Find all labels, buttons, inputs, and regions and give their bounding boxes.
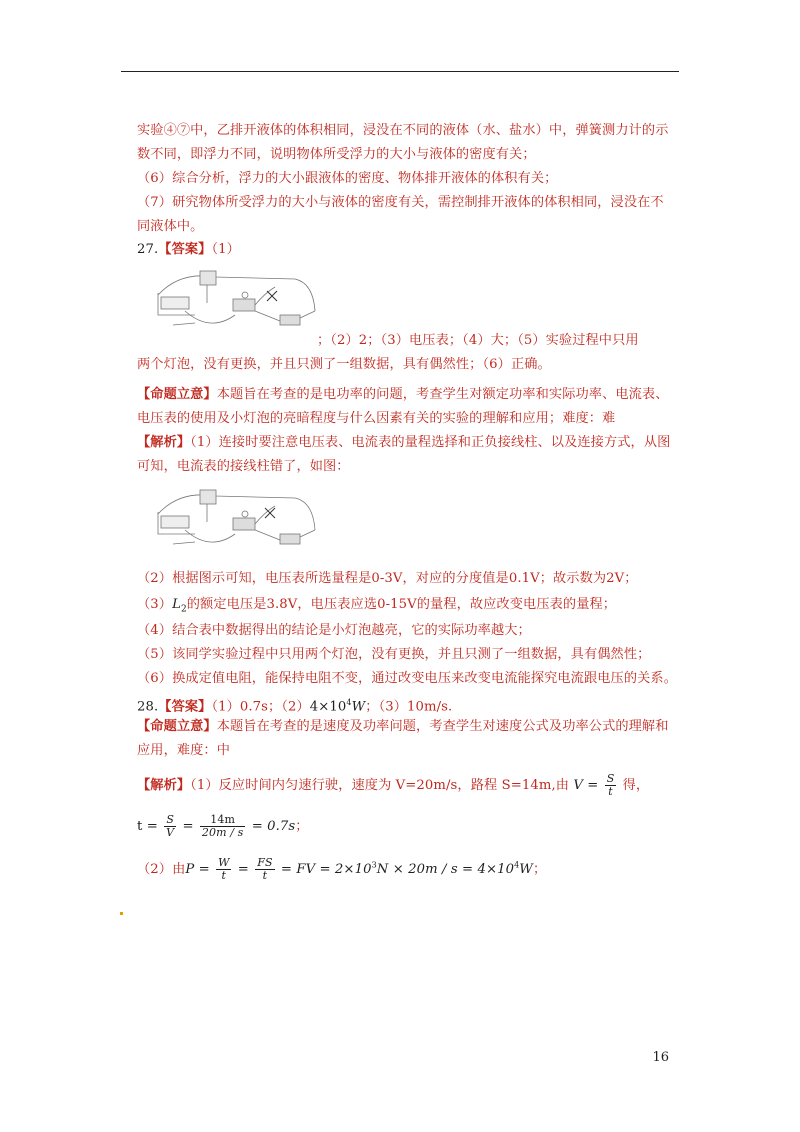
equals: = [233,862,254,877]
analysis-line [137,435,670,451]
text-line: 同液体中。 [137,219,204,234]
equals: = [582,778,603,793]
text: （1）连接时要注意电压表、电流表的量程选择和正负接线柱、以及连接方式，从图 [190,435,671,450]
text-line: 实验④⑦中，乙排开液体的体积相同，浸没在不同的液体（水、盐水）中，弹簧测力计的示 [137,123,669,138]
text-line: （2）根据图示可知，电压表所选量程是0-3V，对应的分度值是0.1V；故示数为2V； [137,571,638,586]
text-line: 数不同，即浮力不同，说明物体所受浮力的大小与液体的密度有关； [137,147,536,162]
unit: W [519,862,533,877]
fraction-w-over-t [216,857,231,882]
text: （3） [137,597,173,612]
page-number: 16 [652,1050,669,1065]
equals: = [194,862,215,877]
circuit-figure-answer [155,263,320,335]
superscript: 4 [514,860,520,870]
result: = 0.7s [247,819,296,834]
header-rule [121,71,679,72]
text-line: 可知，电流表的接线柱错了，如图： [137,459,350,474]
numerator: W [218,856,230,869]
stray-mark [120,912,123,915]
text-line: 应用，难度：中 [137,743,231,758]
text-line: ；（2）2；（3）电压表；（4）大；（5）实验过程中只用 [317,333,639,348]
numerator: S [606,772,615,785]
text: 本题旨在考查的是速度及功率问题，考查学生对速度公式及功率公式的理解和 [216,719,669,734]
superscript: 4 [346,698,352,707]
formula-time [137,814,309,839]
fraction-s-over-v [164,814,176,839]
denominator: t [608,785,613,798]
text: （1） [211,242,240,257]
fraction-fs-over-t [255,857,274,882]
answer-27-line [137,242,240,258]
intent-tag: 【命题立意】 [137,719,217,734]
text: ；（3）10m/s. [365,699,453,715]
equals: = [178,819,198,834]
text-line: （6）换成定值电阻，能保持电阻不变，通过改变电压来改变电流能探究电流跟电压的关系。 [137,671,677,686]
denominator: t [262,869,268,882]
text: 的额定电压是3.8V，电压表应选0-15V的量程，故应改变电压表的量程； [186,597,617,612]
analysis-tag: 【解析】 [137,435,191,450]
analysis-tag: 【解析】 [137,778,191,793]
answer-tag: 【答案】 [158,242,212,257]
text-line: （6）综合分析，浮力的大小跟液体的密度、物体排开液体的体积有关； [137,171,558,186]
intent-tag: 【命题立意】 [137,387,217,402]
expression: = FV = 2×10 [276,862,372,877]
superscript: 3 [371,860,377,870]
text-line: （7）研究物体所受浮力的大小与液体的密度有关，需控制排开液体的体积相同，浸没在不 [137,195,664,210]
denominator: 20m / s [201,826,244,839]
subscript: 2 [180,604,187,615]
denominator: V [166,826,175,839]
lhs: t = [137,819,163,834]
text: 得， [618,778,650,793]
text: （1）0.7s；（2） [211,699,310,715]
power-value: 4×10 [309,699,347,715]
text: 本题旨在考查的是电功率的问题，考查学生对额定功率和实际功率、电流表、 [216,387,669,402]
text: ； [295,819,309,834]
text-line [137,597,616,618]
circuit-figure-analysis [155,482,320,554]
denominator: t [221,869,227,882]
expression: N × 20m / s = 4×10 [376,862,515,877]
numerator: S [164,814,176,827]
var-v: V [573,778,583,793]
question-number: 27. [137,242,159,257]
variable-l: L [172,597,181,612]
analysis-line [137,773,649,798]
text-line: 电压表的使用及小灯泡的亮暗程度与什么因素有关的实验的理解和应用；难度：难 [137,411,616,426]
text: ； [532,862,547,877]
question-number: 28. [137,699,159,715]
numerator: FS [257,856,273,869]
text: （2）由 [137,862,186,877]
text-line: 两个灯泡，没有更换，并且只测了一组数据，具有偶然性；（6）正确。 [137,357,551,372]
unit: W [351,699,366,715]
intent-line [137,719,669,735]
intent-line [137,387,669,403]
var-p: P [185,862,195,877]
fraction-14m [200,814,245,839]
answer-tag: 【答案】 [158,699,212,715]
answer-28-line [137,695,452,715]
numerator: 14m [200,814,245,827]
text: （1）反应时间内匀速行驶，速度为 V=20m/s，路程 S=14m,由 [190,778,570,793]
text-line: （4）结合表中数据得出的结论是小灯泡越亮，它的实际功率越大； [137,623,531,638]
text-line: （5）该同学实验过程中只用两个灯泡，没有更换，并且只测了一组数据，具有偶然性； [137,647,651,662]
formula-power [137,857,546,882]
fraction-s-over-t [605,773,617,798]
